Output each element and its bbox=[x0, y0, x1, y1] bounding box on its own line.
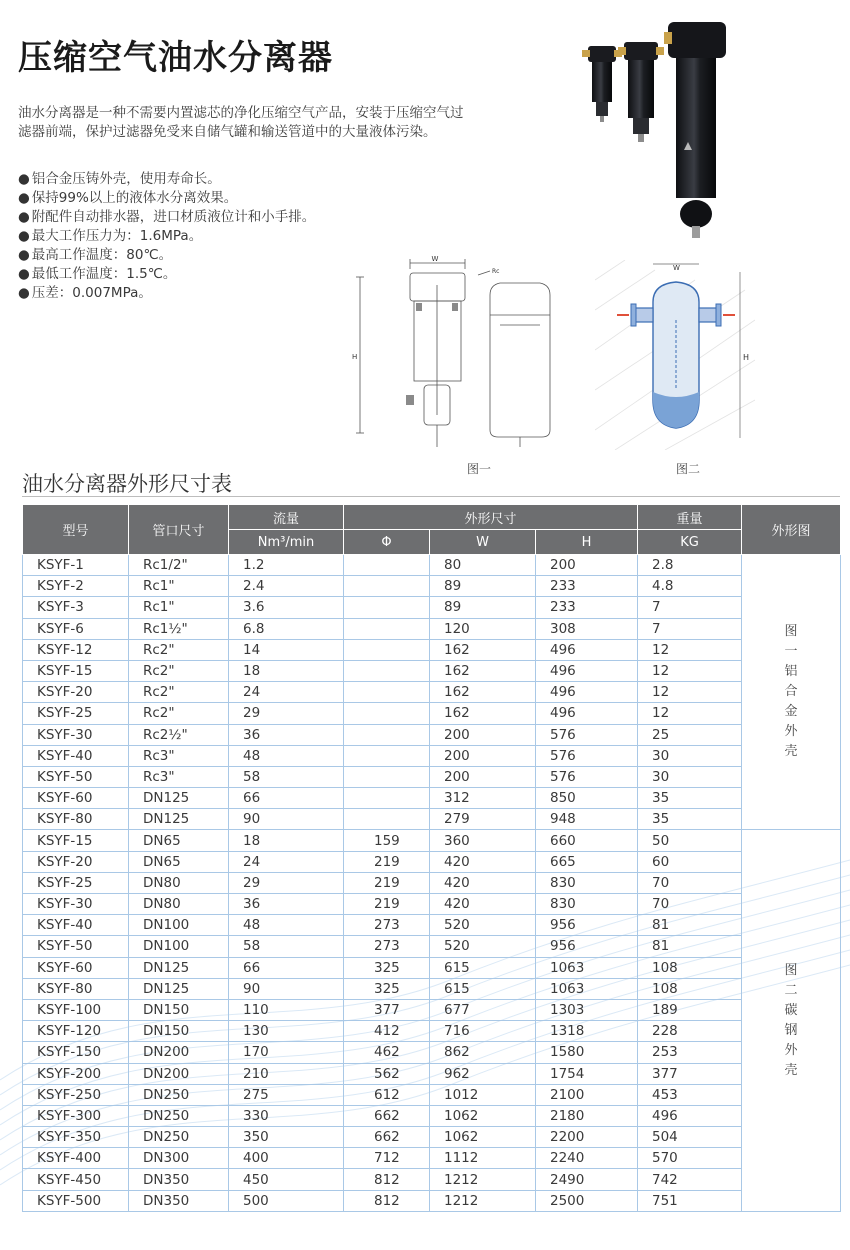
cell-phi: 377 bbox=[344, 999, 430, 1020]
feature-item: ● 附配件自动排水器，进口材质液位计和小手排。 bbox=[18, 208, 473, 227]
figure-one-drawing bbox=[350, 255, 560, 455]
cell-h: 496 bbox=[536, 682, 638, 703]
cell-w: 162 bbox=[430, 682, 536, 703]
product-photo bbox=[580, 18, 730, 240]
cell-port: Rc1½" bbox=[129, 618, 229, 639]
cell-phi: 662 bbox=[344, 1105, 430, 1126]
cell-kg: 25 bbox=[638, 724, 742, 745]
cell-port: Rc2" bbox=[129, 660, 229, 681]
cell-port: DN65 bbox=[129, 851, 229, 872]
feature-item: ● 最高工作温度：80℃。 bbox=[18, 246, 473, 265]
shape-label: 图一铝合金外壳 bbox=[784, 624, 798, 760]
cell-h: 2490 bbox=[536, 1169, 638, 1190]
cell-kg: 12 bbox=[638, 639, 742, 660]
header-phi: Φ bbox=[344, 530, 430, 555]
cell-flow: 29 bbox=[229, 703, 344, 724]
cell-kg: 377 bbox=[638, 1063, 742, 1084]
cell-h: 956 bbox=[536, 915, 638, 936]
cell-phi: 219 bbox=[344, 851, 430, 872]
cell-phi bbox=[344, 618, 430, 639]
table-row bbox=[23, 957, 841, 978]
cell-h: 2200 bbox=[536, 1127, 638, 1148]
header-h: H bbox=[536, 530, 638, 555]
cell-flow: 48 bbox=[229, 745, 344, 766]
table-row bbox=[23, 915, 841, 936]
cell-flow: 24 bbox=[229, 682, 344, 703]
header-w: W bbox=[430, 530, 536, 555]
table-row bbox=[23, 788, 841, 809]
cell-kg: 496 bbox=[638, 1105, 742, 1126]
header-flow-unit: Nm³/min bbox=[229, 530, 344, 555]
cell-w: 360 bbox=[430, 830, 536, 851]
cell-model: KSYF-150 bbox=[23, 1042, 129, 1063]
table-row bbox=[23, 830, 841, 851]
cell-flow: 58 bbox=[229, 766, 344, 787]
cell-flow: 24 bbox=[229, 851, 344, 872]
table-row bbox=[23, 576, 841, 597]
cell-phi: 462 bbox=[344, 1042, 430, 1063]
cell-flow: 3.6 bbox=[229, 597, 344, 618]
cell-flow: 130 bbox=[229, 1021, 344, 1042]
dimension-rc-label: Rc bbox=[492, 268, 500, 275]
cell-kg: 12 bbox=[638, 703, 742, 724]
cell-model: KSYF-40 bbox=[23, 915, 129, 936]
cell-kg: 70 bbox=[638, 872, 742, 893]
cell-w: 420 bbox=[430, 872, 536, 893]
cell-h: 830 bbox=[536, 872, 638, 893]
cell-model: KSYF-100 bbox=[23, 999, 129, 1020]
cell-phi bbox=[344, 555, 430, 576]
cell-kg: 7 bbox=[638, 618, 742, 639]
cell-kg: 30 bbox=[638, 745, 742, 766]
table-title: 油水分离器外形尺寸表 bbox=[22, 472, 232, 496]
table-row bbox=[23, 682, 841, 703]
cell-phi bbox=[344, 745, 430, 766]
cell-port: DN125 bbox=[129, 957, 229, 978]
cell-w: 1212 bbox=[430, 1169, 536, 1190]
cell-model: KSYF-120 bbox=[23, 1021, 129, 1042]
title-divider bbox=[22, 496, 840, 497]
cell-model: KSYF-30 bbox=[23, 724, 129, 745]
cell-port: DN80 bbox=[129, 894, 229, 915]
table-row bbox=[23, 660, 841, 681]
cell-kg: 81 bbox=[638, 936, 742, 957]
cell-model: KSYF-450 bbox=[23, 1169, 129, 1190]
cell-phi: 612 bbox=[344, 1084, 430, 1105]
cell-kg: 70 bbox=[638, 894, 742, 915]
table-row bbox=[23, 597, 841, 618]
table-row bbox=[23, 618, 841, 639]
cell-h: 233 bbox=[536, 597, 638, 618]
cell-kg: 453 bbox=[638, 1084, 742, 1105]
cell-kg: 12 bbox=[638, 682, 742, 703]
cell-model: KSYF-20 bbox=[23, 851, 129, 872]
cell-phi bbox=[344, 660, 430, 681]
cell-kg: 35 bbox=[638, 788, 742, 809]
cell-flow: 58 bbox=[229, 936, 344, 957]
cell-model: KSYF-400 bbox=[23, 1148, 129, 1169]
cell-kg: 751 bbox=[638, 1190, 742, 1211]
cell-model: KSYF-15 bbox=[23, 830, 129, 851]
cell-h: 1580 bbox=[536, 1042, 638, 1063]
table-row bbox=[23, 936, 841, 957]
cell-w: 1062 bbox=[430, 1127, 536, 1148]
intro-paragraph: 油水分离器是一种不需要内置滤芯的净化压缩空气产品，安装于压缩空气过滤器前端，保护过滤器免受来自储气罐和输送管道中的大量液体污染。 bbox=[18, 105, 464, 140]
cell-h: 496 bbox=[536, 639, 638, 660]
cell-w: 1212 bbox=[430, 1190, 536, 1211]
header-shape: 外形图 bbox=[742, 505, 841, 555]
shape-cell-carbon-steel bbox=[742, 830, 841, 1211]
cell-model: KSYF-60 bbox=[23, 788, 129, 809]
cell-w: 89 bbox=[430, 597, 536, 618]
cell-port: Rc1" bbox=[129, 597, 229, 618]
cell-phi: 412 bbox=[344, 1021, 430, 1042]
cell-model: KSYF-25 bbox=[23, 872, 129, 893]
cell-phi: 273 bbox=[344, 936, 430, 957]
cell-w: 1012 bbox=[430, 1084, 536, 1105]
cell-port: DN350 bbox=[129, 1169, 229, 1190]
table-row bbox=[23, 1084, 841, 1105]
cell-port: DN65 bbox=[129, 830, 229, 851]
cell-port: Rc2½" bbox=[129, 724, 229, 745]
cell-phi bbox=[344, 724, 430, 745]
cell-phi: 273 bbox=[344, 915, 430, 936]
cell-flow: 66 bbox=[229, 957, 344, 978]
cell-model: KSYF-25 bbox=[23, 703, 129, 724]
cell-flow: 170 bbox=[229, 1042, 344, 1063]
table-row bbox=[23, 978, 841, 999]
cell-kg: 2.8 bbox=[638, 555, 742, 576]
cell-phi bbox=[344, 682, 430, 703]
cell-kg: 742 bbox=[638, 1169, 742, 1190]
cell-w: 862 bbox=[430, 1042, 536, 1063]
cell-kg: 253 bbox=[638, 1042, 742, 1063]
cell-phi: 159 bbox=[344, 830, 430, 851]
cell-port: Rc2" bbox=[129, 703, 229, 724]
cell-h: 308 bbox=[536, 618, 638, 639]
dimension-h-label: H bbox=[352, 353, 358, 361]
table-row bbox=[23, 703, 841, 724]
header-flow: 流量 bbox=[229, 505, 344, 530]
cell-model: KSYF-80 bbox=[23, 978, 129, 999]
feature-item: ● 压差：0.007MPa。 bbox=[18, 284, 473, 303]
cell-model: KSYF-6 bbox=[23, 618, 129, 639]
cell-phi: 812 bbox=[344, 1190, 430, 1211]
figure-two-caption: 图二 bbox=[676, 462, 701, 476]
cell-kg: 7 bbox=[638, 597, 742, 618]
cell-port: Rc2" bbox=[129, 639, 229, 660]
cell-flow: 90 bbox=[229, 809, 344, 830]
cell-port: Rc3" bbox=[129, 766, 229, 787]
cell-phi bbox=[344, 788, 430, 809]
figure-one-caption: 图一 bbox=[467, 462, 492, 476]
cell-w: 89 bbox=[430, 576, 536, 597]
cell-w: 1062 bbox=[430, 1105, 536, 1126]
cell-flow: 2.4 bbox=[229, 576, 344, 597]
shape-label: 图二碳钢外壳 bbox=[784, 962, 798, 1078]
cell-w: 420 bbox=[430, 894, 536, 915]
cell-flow: 18 bbox=[229, 660, 344, 681]
cell-port: Rc2" bbox=[129, 682, 229, 703]
feature-item: ● 铝合金压铸外壳，使用寿命长。 bbox=[18, 170, 473, 189]
cell-h: 576 bbox=[536, 745, 638, 766]
cell-h: 1063 bbox=[536, 957, 638, 978]
table-body bbox=[23, 555, 841, 1212]
table-row bbox=[23, 745, 841, 766]
cell-model: KSYF-250 bbox=[23, 1084, 129, 1105]
cell-h: 2180 bbox=[536, 1105, 638, 1126]
cell-flow: 36 bbox=[229, 894, 344, 915]
cell-flow: 350 bbox=[229, 1127, 344, 1148]
cell-phi bbox=[344, 703, 430, 724]
dimension-w-label: W bbox=[673, 264, 680, 272]
cell-port: DN250 bbox=[129, 1127, 229, 1148]
page-title: 压缩空气油水分离器 bbox=[18, 38, 333, 78]
cell-model: KSYF-60 bbox=[23, 957, 129, 978]
cell-flow: 210 bbox=[229, 1063, 344, 1084]
cell-kg: 228 bbox=[638, 1021, 742, 1042]
cell-w: 716 bbox=[430, 1021, 536, 1042]
cell-w: 677 bbox=[430, 999, 536, 1020]
cell-port: DN250 bbox=[129, 1105, 229, 1126]
cell-h: 2240 bbox=[536, 1148, 638, 1169]
cell-h: 665 bbox=[536, 851, 638, 872]
table-row bbox=[23, 894, 841, 915]
cell-model: KSYF-15 bbox=[23, 660, 129, 681]
cell-h: 1754 bbox=[536, 1063, 638, 1084]
cell-model: KSYF-40 bbox=[23, 745, 129, 766]
cell-h: 233 bbox=[536, 576, 638, 597]
table-row bbox=[23, 1148, 841, 1169]
cell-flow: 500 bbox=[229, 1190, 344, 1211]
cell-kg: 108 bbox=[638, 957, 742, 978]
cell-model: KSYF-80 bbox=[23, 809, 129, 830]
table-row bbox=[23, 872, 841, 893]
table-row bbox=[23, 766, 841, 787]
cell-w: 520 bbox=[430, 936, 536, 957]
cell-flow: 110 bbox=[229, 999, 344, 1020]
table-row bbox=[23, 1190, 841, 1211]
cell-port: Rc1/2" bbox=[129, 555, 229, 576]
table-row bbox=[23, 555, 841, 576]
cell-flow: 450 bbox=[229, 1169, 344, 1190]
cell-w: 1112 bbox=[430, 1148, 536, 1169]
cell-w: 200 bbox=[430, 766, 536, 787]
cell-h: 2100 bbox=[536, 1084, 638, 1105]
cell-kg: 570 bbox=[638, 1148, 742, 1169]
cell-flow: 14 bbox=[229, 639, 344, 660]
cell-phi: 325 bbox=[344, 957, 430, 978]
cell-kg: 12 bbox=[638, 660, 742, 681]
cell-w: 420 bbox=[430, 851, 536, 872]
feature-item: ● 最大工作压力为：1.6MPa。 bbox=[18, 227, 473, 246]
cell-phi bbox=[344, 809, 430, 830]
cell-model: KSYF-1 bbox=[23, 555, 129, 576]
cell-flow: 90 bbox=[229, 978, 344, 999]
cell-phi: 712 bbox=[344, 1148, 430, 1169]
cell-phi bbox=[344, 576, 430, 597]
dimension-w-label: W bbox=[431, 255, 439, 263]
cell-w: 200 bbox=[430, 745, 536, 766]
cell-port: DN80 bbox=[129, 872, 229, 893]
cell-h: 1303 bbox=[536, 999, 638, 1020]
cell-h: 830 bbox=[536, 894, 638, 915]
cell-h: 496 bbox=[536, 660, 638, 681]
cell-model: KSYF-12 bbox=[23, 639, 129, 660]
cell-h: 2500 bbox=[536, 1190, 638, 1211]
cell-w: 962 bbox=[430, 1063, 536, 1084]
cell-model: KSYF-2 bbox=[23, 576, 129, 597]
cell-kg: 189 bbox=[638, 999, 742, 1020]
cell-flow: 48 bbox=[229, 915, 344, 936]
cell-model: KSYF-50 bbox=[23, 936, 129, 957]
header-weight-unit: KG bbox=[638, 530, 742, 555]
cell-flow: 66 bbox=[229, 788, 344, 809]
cell-w: 615 bbox=[430, 978, 536, 999]
cell-w: 200 bbox=[430, 724, 536, 745]
cell-model: KSYF-20 bbox=[23, 682, 129, 703]
cell-kg: 30 bbox=[638, 766, 742, 787]
cell-flow: 400 bbox=[229, 1148, 344, 1169]
cell-h: 1318 bbox=[536, 1021, 638, 1042]
cell-port: DN125 bbox=[129, 809, 229, 830]
cell-w: 279 bbox=[430, 809, 536, 830]
cell-port: DN125 bbox=[129, 788, 229, 809]
cell-w: 615 bbox=[430, 957, 536, 978]
cell-kg: 60 bbox=[638, 851, 742, 872]
table-row bbox=[23, 1042, 841, 1063]
cell-kg: 4.8 bbox=[638, 576, 742, 597]
table-row bbox=[23, 724, 841, 745]
cell-w: 162 bbox=[430, 703, 536, 724]
dimension-h-label: H bbox=[743, 353, 750, 362]
feature-item: ● 最低工作温度：1.5℃。 bbox=[18, 265, 473, 284]
cell-phi: 219 bbox=[344, 872, 430, 893]
cell-w: 312 bbox=[430, 788, 536, 809]
cell-phi: 662 bbox=[344, 1127, 430, 1148]
cell-model: KSYF-50 bbox=[23, 766, 129, 787]
cell-h: 576 bbox=[536, 766, 638, 787]
cell-flow: 6.8 bbox=[229, 618, 344, 639]
shape-cell-aluminum bbox=[742, 555, 841, 830]
cell-flow: 29 bbox=[229, 872, 344, 893]
cell-h: 850 bbox=[536, 788, 638, 809]
cell-model: KSYF-200 bbox=[23, 1063, 129, 1084]
table-row bbox=[23, 1169, 841, 1190]
cell-kg: 50 bbox=[638, 830, 742, 851]
header-weight: 重量 bbox=[638, 505, 742, 530]
cell-flow: 330 bbox=[229, 1105, 344, 1126]
table-row bbox=[23, 1021, 841, 1042]
cell-w: 120 bbox=[430, 618, 536, 639]
cell-model: KSYF-300 bbox=[23, 1105, 129, 1126]
cell-kg: 504 bbox=[638, 1127, 742, 1148]
cell-h: 948 bbox=[536, 809, 638, 830]
figure-two-drawing bbox=[595, 260, 755, 450]
cell-flow: 1.2 bbox=[229, 555, 344, 576]
cell-phi: 812 bbox=[344, 1169, 430, 1190]
cell-port: DN200 bbox=[129, 1063, 229, 1084]
table-row bbox=[23, 809, 841, 830]
cell-w: 162 bbox=[430, 639, 536, 660]
cell-kg: 35 bbox=[638, 809, 742, 830]
cell-phi: 325 bbox=[344, 978, 430, 999]
cell-w: 162 bbox=[430, 660, 536, 681]
cell-kg: 108 bbox=[638, 978, 742, 999]
cell-port: Rc1" bbox=[129, 576, 229, 597]
table-row bbox=[23, 1063, 841, 1084]
header-port-size: 管口尺寸 bbox=[129, 505, 229, 555]
cell-port: DN300 bbox=[129, 1148, 229, 1169]
cell-phi: 562 bbox=[344, 1063, 430, 1084]
dimension-table bbox=[22, 504, 841, 1212]
cell-port: DN100 bbox=[129, 915, 229, 936]
cell-w: 520 bbox=[430, 915, 536, 936]
cell-h: 576 bbox=[536, 724, 638, 745]
cell-model: KSYF-500 bbox=[23, 1190, 129, 1211]
cell-port: DN150 bbox=[129, 1021, 229, 1042]
table-row bbox=[23, 851, 841, 872]
cell-port: DN125 bbox=[129, 978, 229, 999]
cell-model: KSYF-350 bbox=[23, 1127, 129, 1148]
cell-port: Rc3" bbox=[129, 745, 229, 766]
cell-model: KSYF-30 bbox=[23, 894, 129, 915]
cell-port: DN100 bbox=[129, 936, 229, 957]
table-row bbox=[23, 639, 841, 660]
cell-h: 660 bbox=[536, 830, 638, 851]
cell-phi bbox=[344, 597, 430, 618]
cell-port: DN200 bbox=[129, 1042, 229, 1063]
header-model: 型号 bbox=[23, 505, 129, 555]
cell-port: DN150 bbox=[129, 999, 229, 1020]
cell-kg: 81 bbox=[638, 915, 742, 936]
cell-w: 80 bbox=[430, 555, 536, 576]
header-dimensions: 外形尺寸 bbox=[344, 505, 638, 530]
cell-h: 956 bbox=[536, 936, 638, 957]
cell-phi bbox=[344, 639, 430, 660]
cell-port: DN250 bbox=[129, 1084, 229, 1105]
cell-port: DN350 bbox=[129, 1190, 229, 1211]
cell-h: 200 bbox=[536, 555, 638, 576]
cell-flow: 36 bbox=[229, 724, 344, 745]
cell-flow: 275 bbox=[229, 1084, 344, 1105]
table-row bbox=[23, 1127, 841, 1148]
table-row bbox=[23, 999, 841, 1020]
cell-phi bbox=[344, 766, 430, 787]
cell-h: 1063 bbox=[536, 978, 638, 999]
cell-h: 496 bbox=[536, 703, 638, 724]
cell-flow: 18 bbox=[229, 830, 344, 851]
cell-phi: 219 bbox=[344, 894, 430, 915]
table-row bbox=[23, 1105, 841, 1126]
cell-model: KSYF-3 bbox=[23, 597, 129, 618]
feature-item: ● 保持99%以上的液体水分离效果。 bbox=[18, 189, 473, 208]
